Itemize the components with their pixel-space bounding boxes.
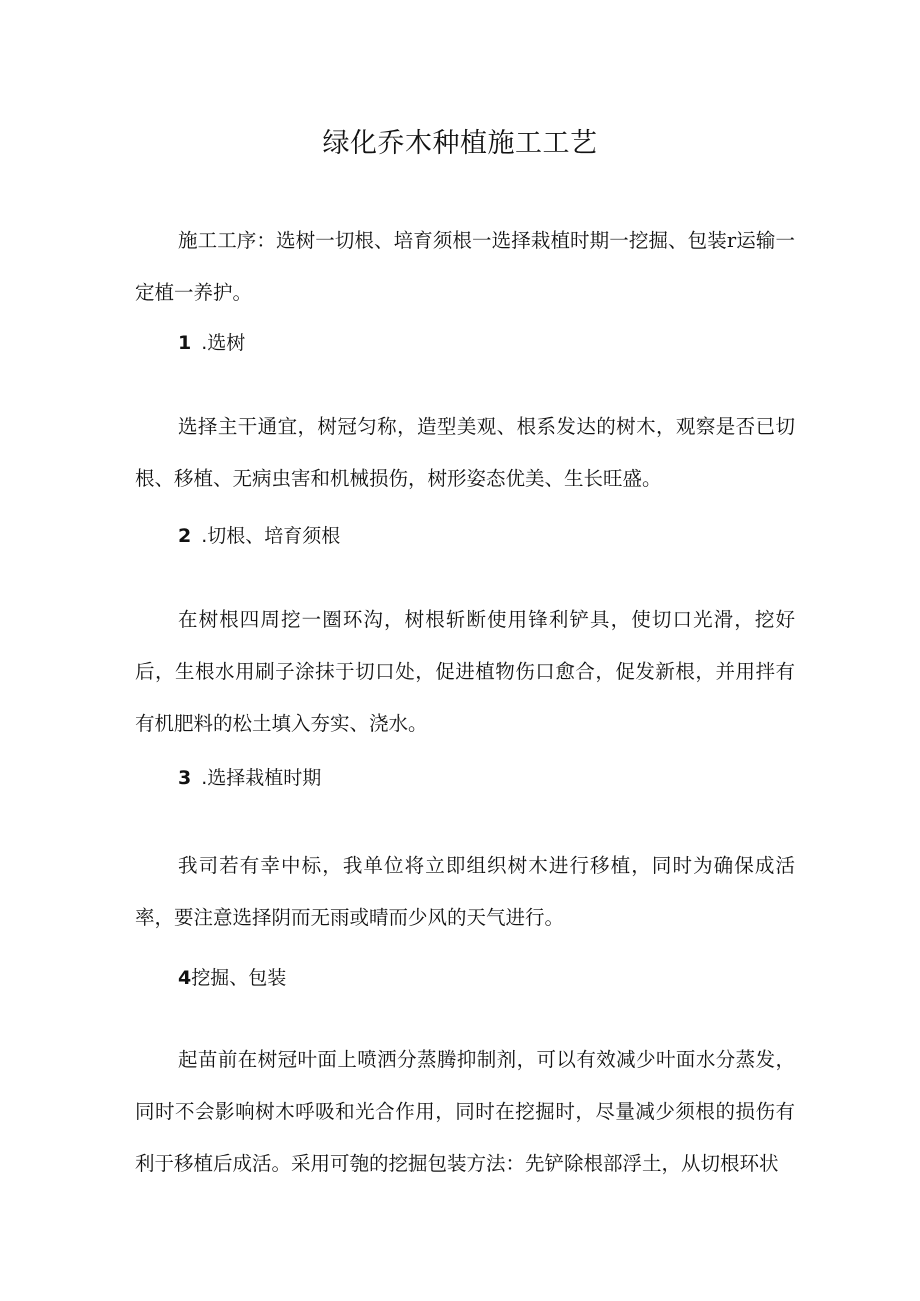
section-body-4: 起苗前在树冠叶面上喷洒分蒸腾抑制剂，可以有效减少叶面水分蒸发，同时不会影响树木呼吸和光合作用，同时在挖掘时，尽量减少须根的损伤有利于移植后成活。采用可匏的挖掘包装方法：先铲除根部浮土，从切根环状 <box>135 1048 795 1175</box>
section-body-2: 在树根四周挖一圈环沟，树根斩断使用锋利铲具，使切口光滑，挖好后，生根水用刷子涂抹于切口处，促进植物伤口愈合，促发新根，并用拌有有机肥料的松土填入夯实、浇水。 <box>135 608 795 735</box>
section-heading-text: .切根、培育须根 <box>201 525 341 547</box>
intro-paragraph: 施工工序：选树一切根、培育须根一选择栽植时期一挖掘、包装r运输一定植一养护。 <box>135 229 795 304</box>
section-heading-text: 挖掘、包装 <box>191 967 287 989</box>
section-heading-text: .选择栽植时期 <box>201 767 322 789</box>
section-body-3: 我司若有幸中标，我单位将立即组织树木进行移植，同时为确保成活率，要注意选择阴而无雨或晴而少风的天气进行。 <box>135 854 795 929</box>
section-heading-2 <box>178 521 340 551</box>
section-number: 1 <box>178 332 192 354</box>
section-number: 2 <box>178 525 192 547</box>
section-heading-4 <box>178 963 286 993</box>
document-title: 绿化乔木种植施工工艺 <box>322 128 598 159</box>
section-number: 3 <box>178 767 192 789</box>
section-body-1: 选择主干通宜，树冠匀称，造型美观、根系发达的树木，观察是否已切根、移植、无病虫害和机械损伤，树形姿态优美、生长旺盛。 <box>135 415 795 490</box>
section-heading-text: .选树 <box>201 332 246 354</box>
section-heading-3 <box>178 763 321 793</box>
section-heading-1 <box>178 328 245 358</box>
section-number: 4 <box>178 967 192 989</box>
